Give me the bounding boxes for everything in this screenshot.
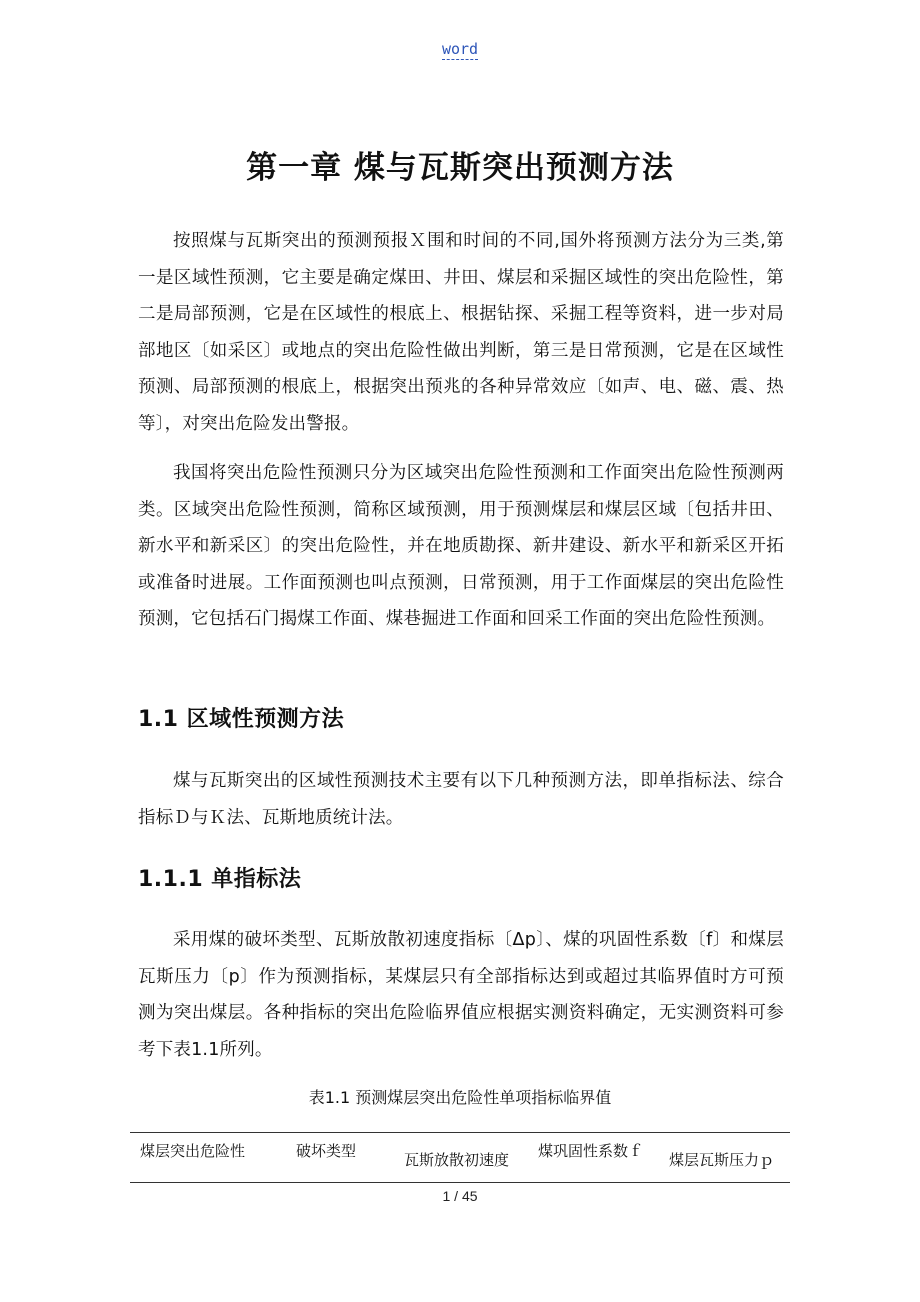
- table-bottom-rule: [130, 1182, 790, 1183]
- section-heading-1-1-1: 1.1.1 单指标法: [138, 867, 302, 892]
- table-header-coal-firmness: 煤巩固性系数ｆ: [538, 1142, 644, 1160]
- table-caption: 表1.1 预测煤层突出危险性单项指标临界值: [308, 1088, 612, 1107]
- header-word-link[interactable]: [0, 40, 920, 58]
- section-1-1-body: 煤与瓦斯突出的区域性预测技术主要有以下几种预测方法，即单指标法、综合指标Ｄ与Ｋ法、瓦斯地质统计法。: [138, 771, 784, 828]
- intro-paragraph-1: 按照煤与瓦斯突出的预测预报Ｘ围和时间的不同,国外将预测方法分为三类,第一是区域性预测，它主要是确定煤田、井田、煤层和采掘区域性的突出危险性，第二是局部预测，它是在区域性的根底上、根据钻探、采掘工程等资料，进一步对局部地区〔如采区〕或地点的突出危险性做出判断，第三是日常预测，它是在区域性预测、局部预测的根底上，根据突出预兆的各种异常效应〔如声、电、磁、震、热等〕，对突出危险发出警报。: [138, 231, 784, 434]
- section-1-1-1-body: 采用煤的破坏类型、瓦斯放散初速度指标〔Δp〕、煤的巩固性系数〔f〕和煤层瓦斯压力〔p〕作为预测指标，某煤层只有全部指标达到或超过其临界值时方可预测为突出煤层。各种指标的突出危险临界值应根据实测资料确定，无实测资料可参考下表1.1所列。: [138, 930, 784, 1060]
- section-heading-1-1: 1.1 区域性预测方法: [138, 707, 345, 732]
- header-link-text[interactable]: word: [441, 40, 479, 58]
- table-header-gas-velocity: 瓦斯放散初速度: [404, 1151, 510, 1169]
- table-header-damage-type: 破坏类型: [296, 1142, 357, 1160]
- intro-paragraph-2: 我国将突出危险性预测只分为区域突出危险性预测和工作面突出危险性预测两类。区域突出危险性预测，简称区域预测，用于预测煤层和煤层区域〔包括井田、新水平和新采区〕的突出危险性，并在地质勘探、新井建设、新水平和新采区开拓或准备时进展。工作面预测也叫点预测，日常预测，用于工作面煤层的突出危险性预测，它包括石门揭煤工作面、煤巷掘进工作面和回采工作面的突出危险性预测。: [138, 463, 784, 629]
- table-header-risk: 煤层突出危险性: [140, 1142, 246, 1160]
- page-number: 1 / 45: [442, 1188, 478, 1204]
- table-header-gas-pressure: 煤层瓦斯压力ｐ: [669, 1151, 775, 1169]
- table-top-rule: [130, 1132, 790, 1133]
- chapter-title: 第一章 煤与瓦斯突出预测方法: [246, 150, 674, 186]
